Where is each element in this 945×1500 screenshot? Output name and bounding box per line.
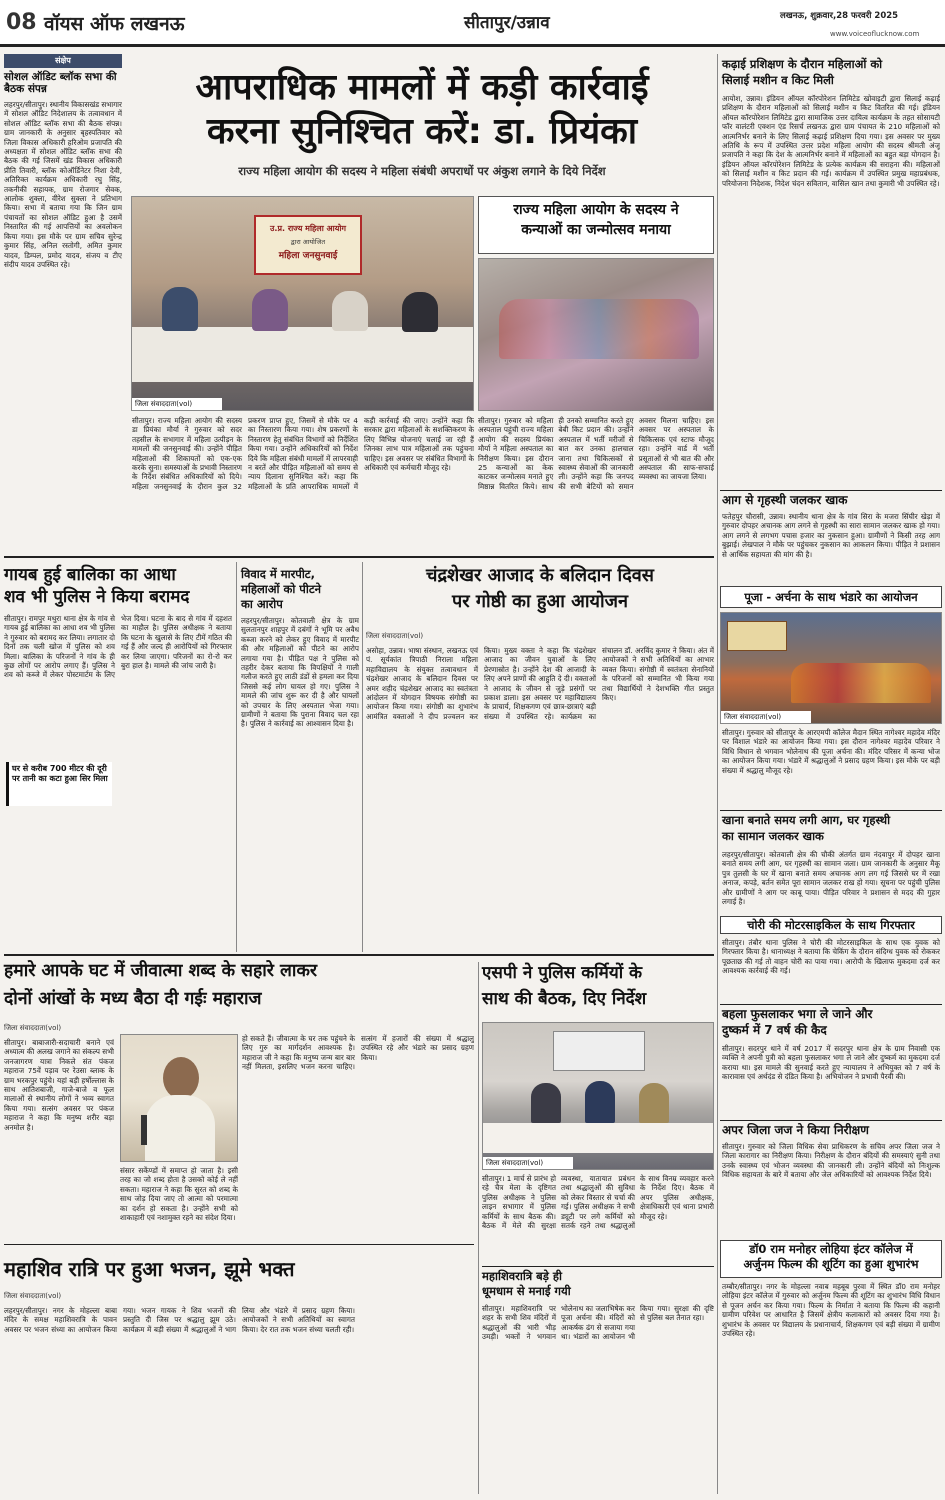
bike-theft-headline-box (720, 916, 942, 934)
shivratri-bhajan-body: लहरपुर/सीतापुर। नगर के मोहल्ला बाबा मंदिर के समक्ष महाशिवरात्रि के पावन अवसर पर भजन संध्या का आयोजन किया गया। भजन गायक ने शिव भजनों की प्रस्तुति दी जिस पर श्रद्धालु झूम उठे। कार्यक्रम में बड़ी संख्या में श्रद्धालुओं ने भाग लिया और भंडारे में प्रसाद ग्रहण किया। आयोजकों ने सभी अतिथियों का स्वागत किया। देर रात तक भजन संध्या चलती रही। (4, 1306, 355, 1334)
missing-girl-body: सीतापुर। रामपुर मथुरा थाना क्षेत्र के गांव से गायब हुई बालिका का आधा शव भी पुलिस ने गुरुवार को बरामद कर लिया। लगातार दो दिनों तक चली खोज में पुलिस को शव मिला। बालिका के परिजनों ने गांव के ही कुछ लोगों पर आरोप लगाए हैं। पुलिस ने शव को कब्जे में लेकर पोस्टमार्टम के लिए भेज दिया। घटना के बाद से गांव में दहशत का माहौल है। पुलिस अधीक्षक ने बताया कि घटना के खुलासे के लिए टीमें गठित की गई हैं और जल्द ही आरोपियों को गिरफ्तार कर लिया जाएगा। परिजनों का रो-रो कर बुरा हाल है। मामले की जांच जारी है। (4, 614, 232, 680)
film-body: तम्बौर/सीतापुर। नगर के मोहल्ला नवाब महबूब पुरवा में स्थित डॉ0 राम मनोहर लोहिया इंटर कॉलेज में गुरुवार को अर्जुनम फिल्म की शूटिंग का शुभारंभ विधि विधान से पूजन अर्चन कर किया गया। फिल्म के निर्माता ने बताया कि फिल्म की कहानी ग्रामीण परिवेश पर आधारित है जिसमें क्षेत्रीय कलाकारों को अवसर दिया गया है। शुभारंभ के अवसर पर विद्यालय के प्रधानाचार्य, शिक्षकगण एवं बड़ी संख्या में ग्रामीण उपस्थित रहे। (722, 1282, 940, 1339)
kadhai-headline-1: कढ़ाई प्रशिक्षण के दौरान महिलाओं को (722, 57, 883, 71)
food-fire-headline-1: खाना बनाते समय लगी आग, घर गृहस्थी (722, 813, 891, 827)
lead-bottom-rule (4, 556, 714, 558)
lured-body: सीतापुर। सदरपुर थाने में वर्ष 2017 में सदरपुर थाना क्षेत्र के ग्राम निवासी एक व्यक्ति ने अपनी पुत्री को बहला फुसलाकर भगा ले जाने और दुष्कर्म का मुकदमा दर्ज कराया था। इस मामले की सुनवाई करते हुए न्यायालय ने अभियुक्त को 7 वर्ष के कारावास एवं अर्थदंड से दंडित किया है। अभियोजन ने प्रभावी पैरवी की। (722, 1044, 940, 1082)
women-group (499, 299, 699, 359)
sp-photo-credit: जिला संवाददाता(vol) (483, 1157, 573, 1169)
fire-rule (720, 490, 942, 491)
lead-headline-1: आपराधिक मामलों में कड़ी कार्रवाई (195, 67, 649, 108)
side-story-headline-2: कन्याओं का जन्मोत्सव मनाया (521, 221, 671, 238)
section-name: सीतापुर/उन्नाव (464, 13, 550, 33)
shivratri-bhajan-headline: महाशिव रात्रि पर हुआ भजन, झूमे भक्त (4, 1257, 295, 1281)
lured-headline-1: बहला फुसलाकर भगा ले जाने और (722, 1007, 873, 1021)
lured-rule (720, 1004, 942, 1005)
attendee-2 (252, 289, 288, 331)
dispute-body: लहरपुर/सीतापुर। कोतवाली क्षेत्र के ग्राम सुलतानपुर शाहपुर में दबंगों ने भूमि पर अवैध कब्जा करने को लेकर हुए विवाद में मारपीट की और महिलाओं को पीटने का आरोप लगाया गया है। पीड़ित पक्ष ने पुलिस को तहरीर देकर बताया कि विपक्षियों ने गाली गलौज करते हुए लाठी डंडों से हमला कर दिया जिससे कई लोग घायल हो गए। पुलिस ने मामले की जांच शुरू कर दी है और घायलों को उपचार के लिए अस्पताल भेजा गया। ग्रामीणों ने बताया कि पुराना विवाद चल रहा है। पुलिस ने कार्रवाई का आश्वासन दिया है। (241, 616, 359, 729)
masthead-rule (0, 44, 945, 47)
paper-name: वॉयस ऑफ लखनऊ (44, 13, 185, 35)
brief-headline: सोशल ऑडिट ब्लॉक सभा की बैठक संपन्न (4, 71, 117, 95)
puja-photo (720, 612, 942, 724)
azad-credit: जिला संवाददाता(vol) (366, 632, 424, 640)
shivratri-celebration-rule (482, 1266, 714, 1267)
sp-headline-1: एसपी ने पुलिस कर्मियों के (482, 963, 643, 983)
puja-headline-box (720, 586, 942, 608)
kadhai-headline-2: सिलाई मशीन व किट मिली (722, 73, 834, 87)
brief-body: लहरपुर/सीतापुर। स्थानीय विकासखंड सभागार में सोशल ऑडिट निदेशालय के तत्वावधान में सोशल ऑडिट ब्लॉक सभा की बैठक संपन्न। ग्राम जानकारी के अनुसार बृहस्पतिवार को जिला विकास अधिकारी हरिओम प्रजापति की अध्यक्षता में सोशल ऑडिट ब्लॉक सभा की बैठक की गई जिसमें खंड विकास अधिकारी प्रीति तिवारी, ब्लॉक कोऑर्डिनेटर निशा देवी, अतिरिक्त कार्यक्रम अधिकारी रघु सिंह, तकनीकी सहायक, ग्राम रोजगार सेवक, आलोक शुक्ला, वीरेश सुक्ला ने प्रतिभाग किया। सभा में बताया गया कि जिन ग्राम पंचायतों का सोशल ऑडिट हुआ है उसमें निस्तारित की गई आपत्तियों का अवलोकन किया गया। इस मौके पर ग्राम सचिव सुरेन्द्र कुमार सिंह, अनिल रस्तोगी, अमित कुमार यादव, डिम्पल, प्रमोद यादव, संजय व टीए संदीप यादव उपस्थित रहे। (4, 100, 122, 269)
attendee-4 (402, 292, 438, 332)
sp-photo (482, 1022, 714, 1170)
dispute-headline-2: महिलाओं को पीटने (241, 582, 321, 596)
maharaj-credit: जिला संवाददाता(vol) (4, 1024, 62, 1032)
mid-col-rule-2 (362, 562, 363, 952)
lead-subhead: राज्य महिला आयोग की सदस्य ने महिला संबंधी अपराधों पर अंकुश लगाने के दिये निर्देश (238, 164, 606, 178)
brief-label: संक्षेप (4, 54, 122, 68)
maharaj-body-2: संसार सकेंण्डों में समाप्त हो जाता है। इसी तरह का जो शब्द होता है उसको कोई ले नहीं सकता। महाराज ने कहा कि सुरत को शब्द के साथ जोड़ दिया जाए तो आत्मा को परमात्मा का दर्शन हो सकता है। उन्होंने सभी को शाकाहारी एवं नशामुक्त रहने का संदेश दिया। (120, 1166, 238, 1223)
shivratri-celebration-headline-1: महाशिवरात्रि बड़े ही (482, 1269, 562, 1283)
event-banner (254, 215, 362, 275)
puja-body: सीतापुर। गुरुवार को सीतापुर के आरएमपी कॉलेज मैदान स्थित नागेश्वर महादेव मंदिर पर विशाल भंडारे का आयोजन किया गया। इस दौरान नागेश्वर महादेव परिवार ने विधि विधान से भगवान भोलेनाथ की पूजा अर्चना की। मंदिर परिसर में कन्या भोज का आयोजन किया गया। भंडारे में श्रद्धालुओं ने प्रसाद ग्रहण किया। इस मौके पर बड़ी संख्या में श्रद्धालु मौजूद रहे। (722, 728, 940, 775)
right-column-rule (717, 54, 718, 1494)
banner-line-3: महिला जनसुनवाई (278, 251, 338, 261)
shivratri-rule (4, 1244, 474, 1245)
dispute-headline-1: विवाद में मारपीट, (241, 567, 315, 581)
lead-body: सीतापुर। राज्य महिला आयोग की सदस्य डा प्रियंका मौर्या ने गुरुवार को सदर तहसील के सभागार में महिला उत्पीड़न के मामलों की जनसुनवाई की। उन्होंने पीड़ित महिलाओं की शिकायतों को एक-एक करके सुना। समस्याओं के प्रभावी निस्तारण के निर्देश संबंधित अधिकारियों को दिये। महिला जनसुनवाई के दौरान कुल 32 प्रकरण प्राप्त हुए, जिसमें से मौके पर 4 का निस्तारण किया गया। शेष प्रकरणों के निस्तारण हेतु संबंधित विभागों को निर्देशित किया गया। उन्होंने अधिकारियों को निर्देश दिये कि महिला संबंधी मामलों में लापरवाही न बरतें और पीड़ित महिलाओं को समय से न्याय दिलाना सुनिश्चित करें। कहा कि महिलाओं के प्रति आपराधिक मामलों में कड़ी कार्रवाई की जाए। उन्होंने कहा कि सरकार द्वारा महिलाओं के सशक्तिकरण के लिए विभिन्न योजनाएं चलाई जा रही हैं जिनका लाभ पात्र महिलाओं तक पहुंचना चाहिए। इस अवसर पर संबंधित विभागों के अधिकारी एवं कर्मचारी मौजूद रहे। (132, 416, 474, 491)
film-headline-box (720, 1240, 942, 1278)
side-story-body: सीतापुर। गुरुवार को महिला अस्पताल पहुंची राज्य महिला आयोग की सदस्य प्रियंका मौर्या ने महिला अस्पताल का निरीक्षण किया। इस दौरान 25 कन्याओं का केक काटकर जन्मोत्सव मनाते हुए मिष्ठान्न वितरित किये। साथ ही उनको सम्मानित करते हुए बेबी किट प्रदान की। उन्होंने अस्पताल में भर्ती मरीजों से बात कर उनका हालचाल जाना तथा चिकित्सकों से स्वास्थ्य सेवाओं की जानकारी ली। उन्होंने कहा कि जनपद की सभी बेटियों को समान अवसर मिलना चाहिए। इस अवसर पर अस्पताल के चिकित्सक एवं स्टाफ मौजूद रहा। उन्होंने वार्ड में भर्ती प्रसूताओं से भी बात की और अस्पताल की साफ-सफाई व्यवस्था का जायजा लिया। (478, 416, 714, 491)
mid-bottom-rule (4, 954, 714, 956)
judge-headline: अपर जिला जज ने किया निरीक्षण (722, 1123, 869, 1137)
bottom-col-rule (478, 962, 479, 1494)
banner-line-1: उ.प्र. राज्य महिला आयोग (270, 224, 346, 233)
maharaj-headline-2: दोनों आंखों के मध्य बैठा दी गईः महाराज (4, 989, 262, 1009)
shivratri-celebration-body: सीतापुर। महाशिवरात्रि पर शहर के सभी शिव मंदिरों में श्रद्धालुओं की भारी भीड़ उमड़ी। भक्तों ने भगवान भोलेनाथ का जलाभिषेक कर पूजा अर्चना की। मंदिरों को आकर्षक ढंग से सजाया गया था। भंडारों का आयोजन भी किया गया। सुरक्षा की दृष्टि से पुलिस बल तैनात रहा। (482, 1304, 714, 1342)
fire-headline: आग से गृहस्थी जलकर खाक (722, 493, 848, 507)
sp-banner (553, 1031, 645, 1071)
speaker-head (163, 1057, 199, 1099)
kadhai-body: आयोश, उन्नाव। इंडियन ऑयल कॉरपोरेशन लिमिटेड खोवाइटी द्वारा सिलाई कढ़ाई प्रशिक्षण के दौरान महिलाओं को सिलाई मशीन व किट वितरित की गई। इंडियन ऑयल कॉरपोरेशन लिमिटेड द्वारा सामाजिक उत्तर दायित्व कार्यक्रम के तहत सोसायटी फॉर वालंटरी एक्शन एंड रिसर्च लखनऊ द्वारा ग्राम पंचायत के 210 महिलाओं को आत्मनिर्भर बनाने के लिए सिलाई कढ़ाई प्रशिक्षण दिया गया। इस अवसर पर मुख्य अतिथि के रूप में उपस्थित उत्तर प्रदेश महिला आयोग की सदस्य श्रीमती अंजू प्रजापति ने कहा कि देश के आत्मनिर्भर बनाने में महिलाओं का बहुत बड़ा योगदान है। इंडियन ऑयल कॉरपोरेशन लिमिटेड के प्रत्येक कार्यक्रम की सराहना की। महिलाओं को सिलाई मशीन व किट प्रदान की गई। कार्यक्रम में उपस्थित प्रमुख महाप्रबंधक, परियोजना निदेशक, निदेश चंदन सवितान, वासिल खान तथा कुमारी भी उपस्थित रहे। (722, 94, 940, 188)
lead-headline-2: करना सुनिश्चित करें: डा. प्रियंका (206, 111, 638, 152)
judge-body: सीतापुर। गुरुवार को जिला विधिक सेवा प्राधिकरण के सचिव अपर जिला जज ने जिला कारागार का निरीक्षण किया। निरीक्षण के दौरान बंदियों की समस्याएं सुनी तथा उनके स्वास्थ्य एवं भोजन व्यवस्था की जानकारी ली। उन्होंने बंदियों को निःशुल्क विधिक सहायता के बारे में बताया और जेल अधिकारियों को आवश्यक निर्देश दिये। (722, 1142, 940, 1180)
azad-headline-2: पर गोष्ठी का हुआ आयोजन (452, 591, 628, 612)
website: www.voiceoflucknow.com (830, 30, 920, 38)
puja-headline: पूजा - अर्चना के साथ भंडारे का आयोजन (744, 590, 918, 604)
attendee-1 (162, 287, 198, 331)
dispute-headline-3: का आरोप (241, 597, 283, 611)
fire-body: फतेहपुर चौरासी, उन्नाव। स्थानीय थाना क्षेत्र के गांव सिरा के मजरा सिंघीर खेड़ा में गुरुवार दोपहर अचानक आग लगने से गृहस्थी का सारा सामान जलकर खाक हो गया। आग लगने से लगभग पचास हजार का नुकसान हुआ। ग्रामीणों ने किसी तरह आग बुझाई। लेखपाल ने मौके पर पहुंचकर नुकसान का आकलन किया। पीड़ित ने प्रशासन से आर्थिक सहायता की मांग की है। (722, 512, 940, 559)
lead-photo (131, 196, 474, 411)
officer-2 (585, 1081, 615, 1123)
missing-girl-headline-2: शव भी पुलिस ने किया बरामद (4, 587, 190, 607)
shivratri-celebration-headline-2: धूमधाम से मनाई गयी (482, 1284, 571, 1298)
pullquote-text: घर से करीब 700 मीटर की दूरी पर तानी का कटा हुआ सिर मिला (12, 764, 108, 783)
meeting-table (132, 327, 474, 382)
side-story-box (478, 196, 714, 254)
officer-3 (639, 1083, 669, 1123)
puja-photo-credit: जिला संवाददाता(vol) (721, 711, 811, 723)
page-number: 08 (6, 10, 37, 35)
sp-body: सीतापुर। 1 मार्च से प्रारंभ हो रहे चैत्र मेला के दृष्टिगत पुलिस अधीक्षक ने पुलिस लाइन सभागार में पुलिस कर्मियों के साथ बैठक की। बैठक में मेले की सुरक्षा व्यवस्था, यातायात प्रबंधन तथा श्रद्धालुओं की सुविधा को लेकर विस्तार से चर्चा की गई। पुलिस अधीक्षक ने सभी ड्यूटी पर लगे कर्मियों को सतर्क रहने तथा श्रद्धालुओं के साथ विनम्र व्यवहार करने के निर्देश दिए। बैठक में अपर पुलिस अधीक्षक, क्षेत्राधिकारी एवं थाना प्रभारी मौजूद रहे। (482, 1174, 714, 1231)
sp-table (483, 1123, 714, 1153)
azad-headline-1: चंद्रशेखर आजाद के बलिदान दिवस (426, 565, 654, 586)
judge-rule (720, 1120, 942, 1121)
food-fire-rule (720, 810, 942, 811)
devotee-group (791, 663, 931, 703)
lured-headline-2: दुष्कर्म में 7 वर्ष की कैद (722, 1023, 827, 1037)
bike-theft-body: सीतापुर। तंबौर थाना पुलिस ने चोरी की मोटरसाइकिल के साथ एक युवक को गिरफ्तार किया है। थानाध्यक्ष ने बताया कि चेकिंग के दौरान संदिग्ध युवक को रोककर पूछताछ की गई तो वाहन चोरी का पाया गया। आरोपी के खिलाफ मुकदमा दर्ज कर आवश्यक कार्रवाई की गई। (722, 938, 940, 976)
microphone (141, 1115, 147, 1145)
maharaj-photo (120, 1034, 238, 1162)
speaker-robe (145, 1095, 215, 1162)
maharaj-headline-1: हमारे आपके घट में जीवात्मा शब्द के सहारे लाकर (4, 961, 318, 981)
mid-col-rule-1 (236, 562, 237, 952)
attendee-3 (332, 291, 368, 331)
officer-1 (531, 1083, 561, 1123)
maharaj-body-1: सीतापुर। बाबाजारी-सदाचारी बनाने एवं अध्यात्म की अलख जगाने का संकल्प सभी जनजागरण यात्रा निकले संत पंकज महाराज 75वें पड़ाव पर रेउसा ब्लाक के ग्राम भरकपुर पहुंचे। यहां बड़ी हर्षोल्लास के साथ आतिशबाजी, गाजे-बाजे व फूल मालाओं से स्थानीय लोगों ने भव्य स्वागत किया गया। सत्संग अवसर पर पंकज महाराज ने कहा कि मनुष्य शरीर बड़ा अनमोल है। (4, 1038, 114, 1132)
stage-banner (727, 621, 787, 651)
food-fire-headline-2: का सामान जलकर खाक (722, 829, 824, 843)
azad-body: असोहा, उन्नाव। भाषा संस्थान, लखनऊ एवं पं. सूर्यकांत त्रिपाठी निराला महिला महाविद्यालय के संयुक्त तत्वावधान में चंद्रशेखर आजाद के बलिदान दिवस पर अमर शहीद चंद्रशेखर आजाद का स्वतंत्रता आंदोलन में योगदान विषयक संगोष्ठी का आयोजन किया गया। संगोष्ठी का शुभारंभ आमंत्रित वक्ताओं ने दीप प्रज्वलन कर किया। मुख्य वक्ता ने कहा कि चंद्रशेखर आजाद का जीवन युवाओं के लिए प्रेरणास्रोत है। उन्होंने देश की आजादी के लिए अपने प्राणों की आहुति दे दी। वक्ताओं ने आजाद के जीवन से जुड़े प्रसंगों पर प्रकाश डाला। इस अवसर पर महाविद्यालय के प्राचार्य, शिक्षकगण एवं छात्र-छात्राएं बड़ी संख्या में उपस्थित रहे। कार्यक्रम का संचालन डॉ. अरविंद कुमार ने किया। अंत में आयोजकों ने सभी अतिथियों का आभार व्यक्त किया। संगोष्ठी में स्वतंत्रता सेनानियों के परिजनों को सम्मानित भी किया गया तथा विद्यार्थियों ने देशभक्ति गीत प्रस्तुत किए। (366, 646, 714, 721)
missing-girl-pullquote (6, 762, 112, 806)
missing-girl-headline-1: गायब हुई बालिका का आधा (4, 565, 176, 585)
masthead (0, 0, 945, 44)
banner-line-2: द्वारा आयोजित (290, 238, 326, 246)
film-headline-2: अर्जुनम फिल्म की शूटिंग का हुआ शुभारंभ (743, 1256, 919, 1271)
dateline: लखनऊ, शुक्रवार,28 फरवरी 2025 (780, 11, 899, 21)
film-headline-1: डॉ0 राम मनोहर लोहिया इंटर कॉलेज में (749, 1242, 913, 1256)
maharaj-body-3: हो सकते हैं। जीवात्मा के घर तक पहुंचने के लिए गुरु का मार्गदर्शन आवश्यक है। महाराज जी ने कहा कि मनुष्य जन्म बार बार नहीं मिलता, इसलिए भजन करना चाहिए। सत्संग में हजारों की संख्या में श्रद्धालु उपस्थित रहे और भंडारे का प्रसाद ग्रहण किया। (242, 1034, 474, 1072)
food-fire-body: लहरपुर/सीतापुर। कोतवाली क्षेत्र की चौकी अंतर्गत ग्राम नंदवापुर में दोपहर खाना बनाते समय लगी आग, घर गृहस्थी का सामान जला। ग्राम जानकारी के अनुसार मैकू पुत्र तुलसी के घर में खाना बनाते समय अचानक आग लग गई जिससे घर में रखा अनाज, कपड़े, बर्तन समेत पूरा सामान जलकर राख हो गया। सूचना पर पहुंची पुलिस और ग्रामीणों ने आग पर काबू पाया। पीड़ित परिवार ने प्रशासन से मदद की गुहार लगाई है। (722, 850, 940, 907)
shivratri-bhajan-credit: जिला संवाददाता(vol) (4, 1292, 62, 1300)
bike-theft-headline: चोरी की मोटरसाइकिल के साथ गिरफ्तार (747, 918, 915, 932)
side-story-photo (478, 258, 714, 411)
side-story-headline-1: राज्य महिला आयोग के सदस्य ने (513, 202, 679, 218)
sp-headline-2: साथ की बैठक, दिए निर्देश (482, 989, 647, 1009)
photo-credit: जिला संवाददाता(vol) (132, 398, 222, 410)
